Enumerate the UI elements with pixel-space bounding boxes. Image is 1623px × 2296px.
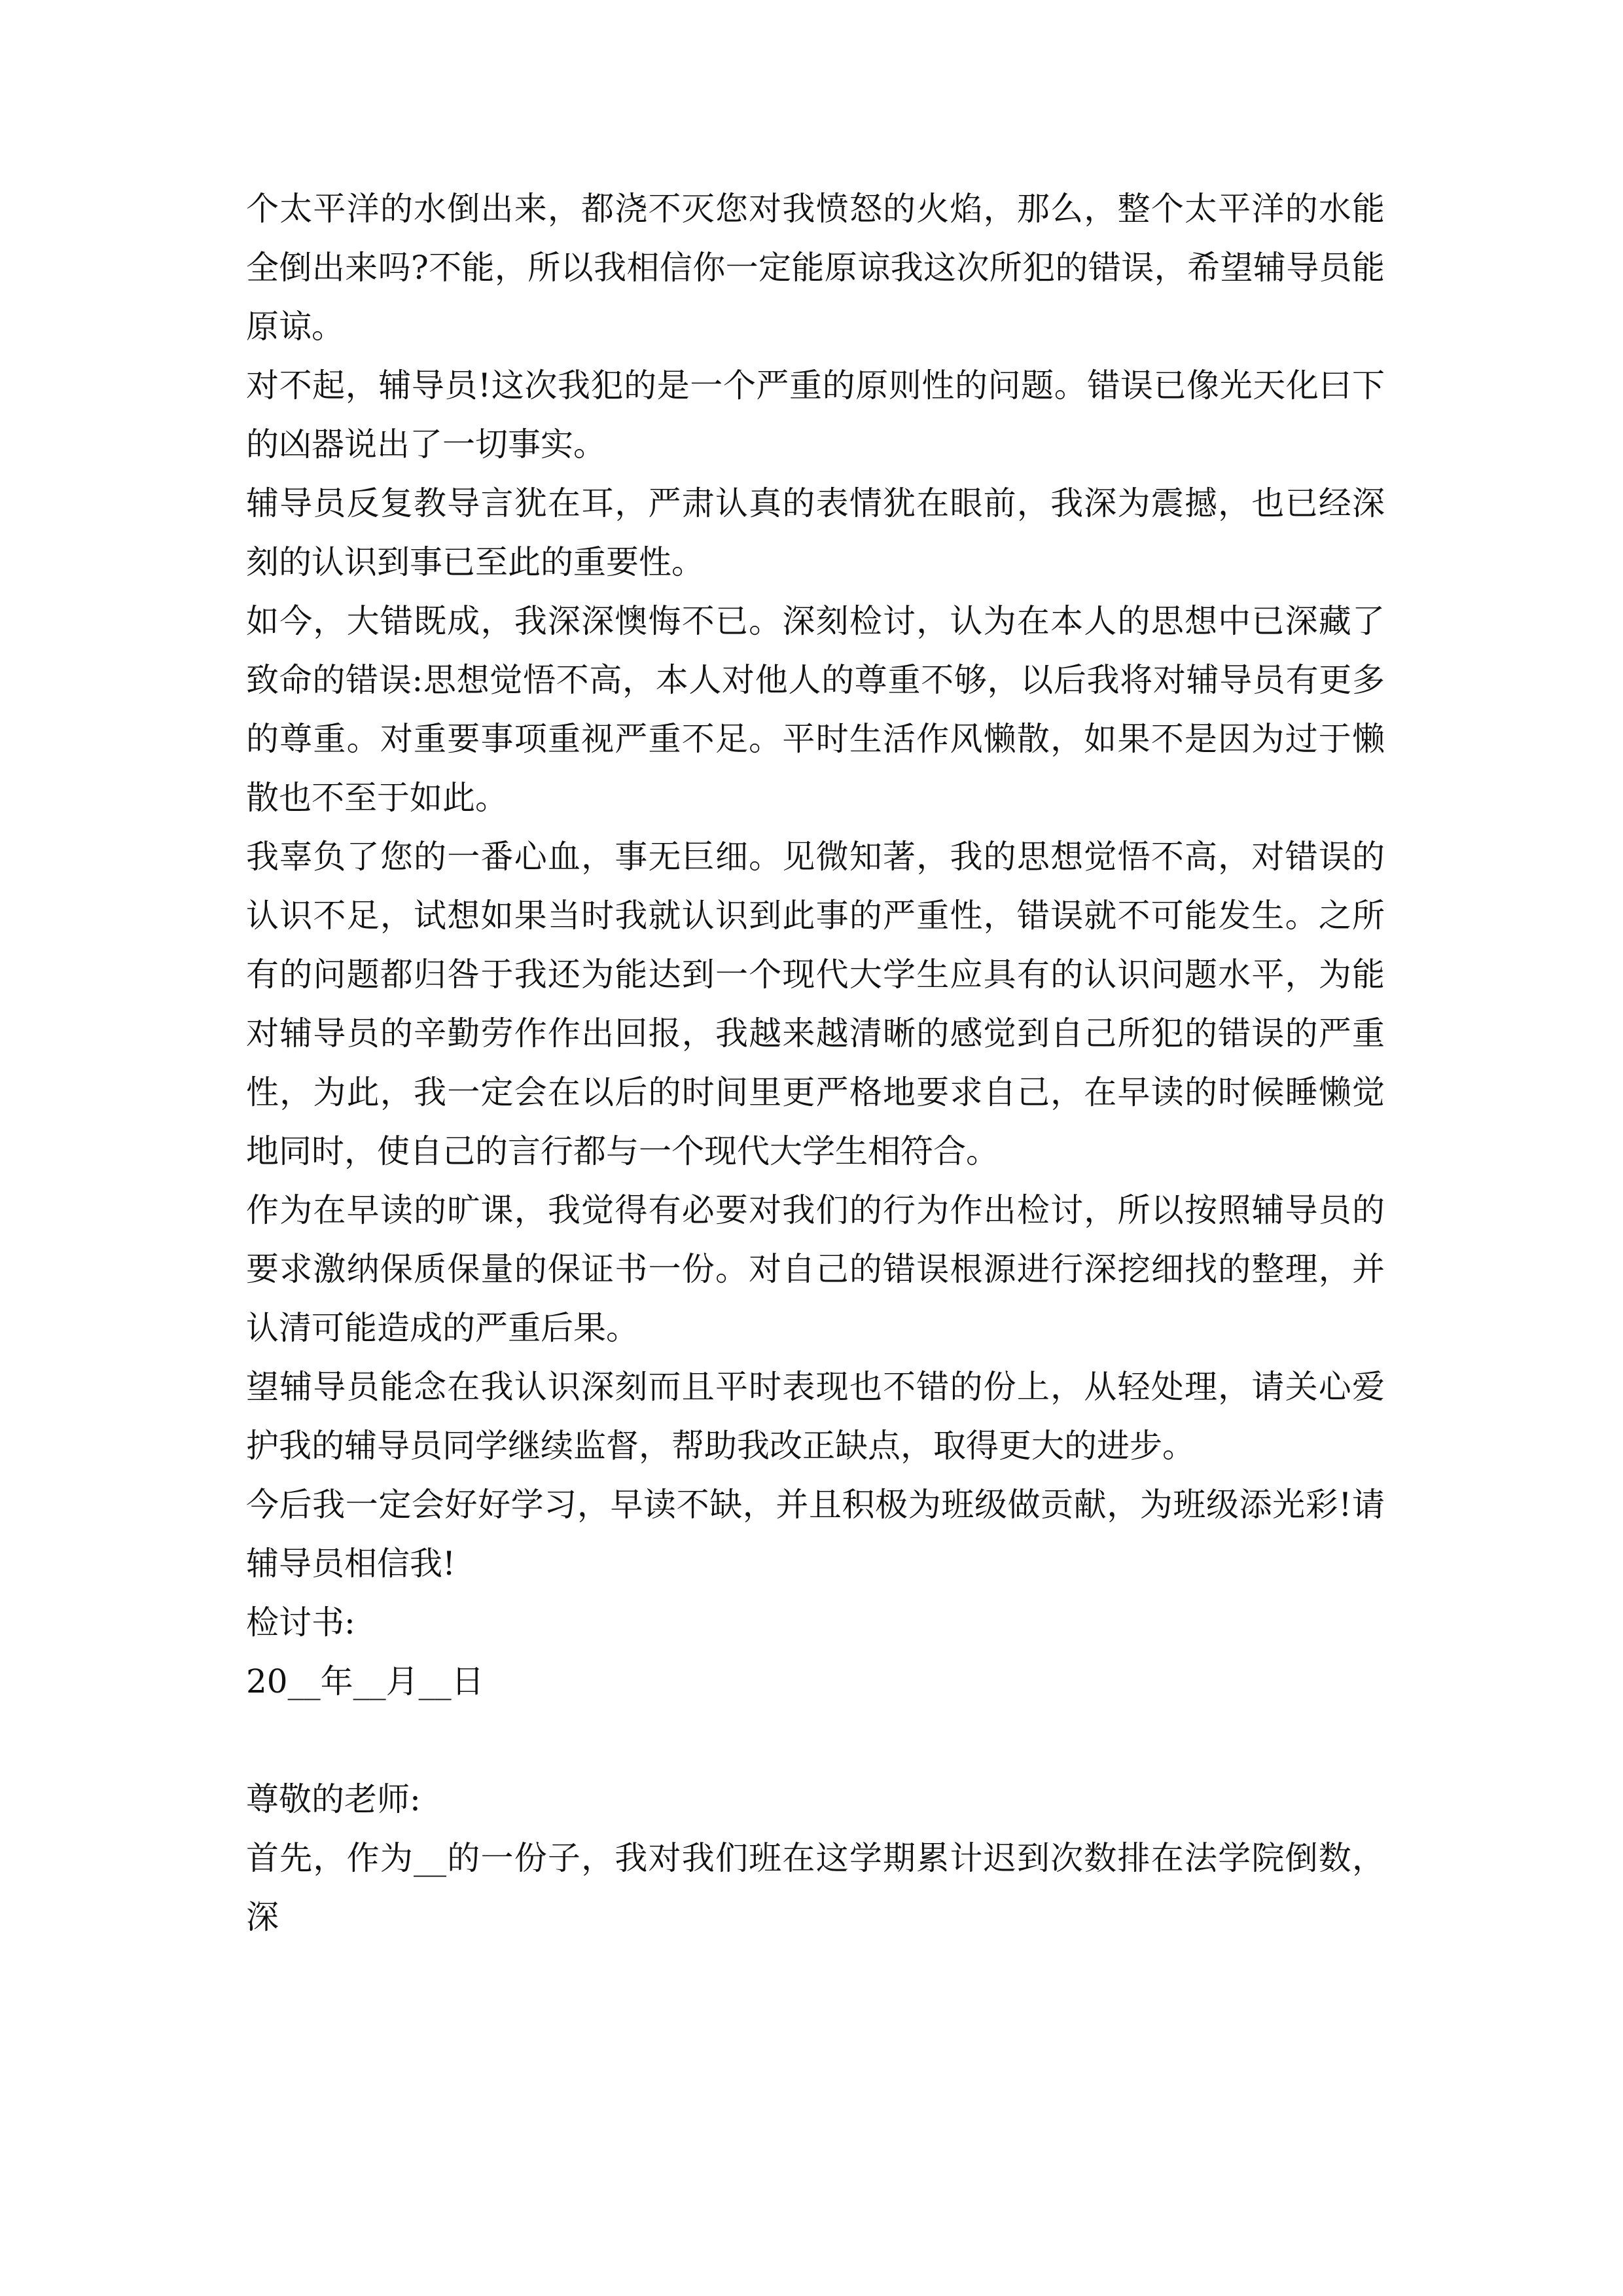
document-body (246, 179, 1385, 1946)
paragraph: 如今，大错既成，我深深懊悔不已。深刻检讨，认为在本人的思想中已深藏了致命的错误:思想觉悟不高，本人对他人的尊重不够，以后我将对辅导员有更多的尊重。对重要事项重视严重不足。平时生活作风懒散，如果不是因为过于懒散也不至于如此。 (246, 602, 1385, 817)
blank-line (246, 1711, 1385, 1770)
paragraph: 首先，作为__的一份子，我对我们班在这学期累计迟到次数排在法学院倒数，深 (246, 1839, 1385, 1936)
paragraph: 作为在早读的旷课，我觉得有必要对我们的行为作出检讨，所以按照辅导员的要求激纳保质保量的保证书一份。对自己的错误根源进行深挖细找的整理，并认清可能造成的严重后果。 (246, 1191, 1385, 1347)
paragraph: 我辜负了您的一番心血，事无巨细。见微知著，我的思想觉悟不高，对错误的认识不足，试想如果当时我就认识到此事的严重性，错误就不可能发生。之所有的问题都归咎于我还为能达到一个现代大学生应具有的认识问题水平，为能对辅导员的辛勤劳作作出回报，我越来越清晰的感觉到自己所犯的错误的严重性，为此，我一定会在以后的时间里更严格地要求自己，在早读的时候睡懒觉地同时，使自己的言行都与一个现代大学生相符合。 (246, 838, 1385, 1170)
paragraph: 辅导员反复教导言犹在耳，严肃认真的表情犹在眼前，我深为震撼，也已经深刻的认识到事已至此的重要性。 (246, 484, 1385, 581)
document-label: 检讨书: (246, 1604, 355, 1641)
paragraph: 个太平洋的水倒出来，都浇不灭您对我愤怒的火焰，那么，整个太平洋的水能全倒出来吗?不能，所以我相信你一定能原谅我这次所犯的错误，希望辅导员能原谅。 (246, 190, 1385, 346)
date-line: 20__年__月__日 (246, 1662, 484, 1700)
paragraph: 望辅导员能念在我认识深刻而且平时表现也不错的份上，从轻处理，请关心爱护我的辅导员同学继续监督，帮助我改正缺点，取得更大的进步。 (246, 1368, 1385, 1465)
paragraph: 对不起，辅导员!这次我犯的是一个严重的原则性的问题。错误已像光天化曰下的凶器说出了一切事实。 (246, 367, 1385, 463)
salutation: 尊敬的老师: (246, 1780, 421, 1818)
paragraph: 今后我一定会好好学习，早读不缺，并且积极为班级做贡献，为班级添光彩!请辅导员相信我! (246, 1486, 1385, 1583)
